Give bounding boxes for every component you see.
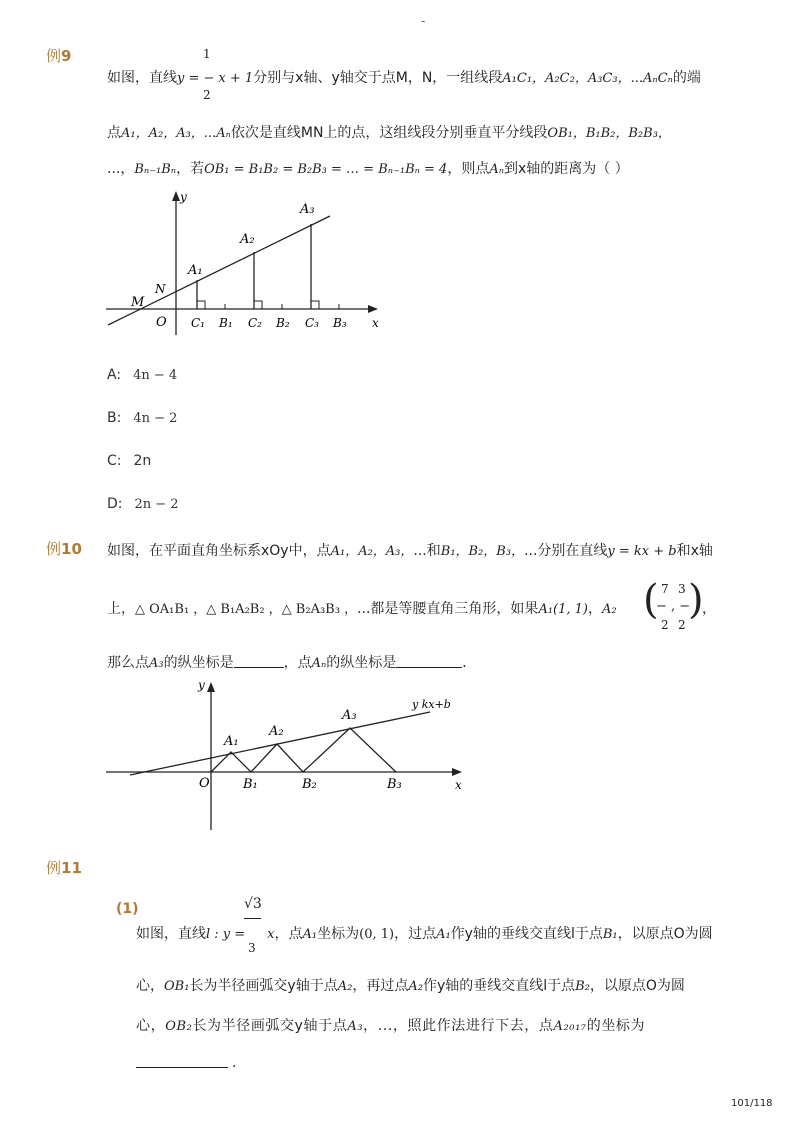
fig9-B1-label: B₁: [219, 316, 233, 330]
ex9-option-c: C: 2n: [107, 453, 152, 469]
part-1-label: (1): [116, 901, 139, 917]
ex11-line-1: 如图，直线l : y = x，点A₁坐标为(0, 1)，过点A₁作y轴的垂线交直线l于点B₁，以原点O为圆: [136, 926, 713, 942]
a2-x-numerator: 7: [661, 582, 669, 596]
a2-left-paren: (: [643, 577, 659, 623]
fig9-x-label: x: [372, 316, 379, 330]
ex11-line-2: 心，OB₁长为半径画弧交y轴于点A₂，再过点A₂作y轴的垂线交直线l于点B₂，以原点O为圆: [136, 978, 685, 994]
fig10-B2-label: B₂: [302, 777, 317, 792]
fig10-A2-label: A₂: [269, 724, 284, 739]
ex9-figure: [100, 185, 390, 340]
answer-blank-an[interactable]: [396, 655, 462, 668]
fig9-M-label: M: [131, 295, 145, 310]
ex10-line-1: 如图，在平面直角坐标系xOy中，点A₁，A₂，A₃，...和B₁，B₂，B₃，...分别在直线y = kx + b和x轴: [107, 543, 713, 559]
fig10-B1-label: B₁: [243, 777, 258, 792]
fig9-B2-label: B₂: [276, 316, 290, 330]
ex9-option-b: B: 4n − 2: [107, 410, 178, 426]
ex11-line-3: 心，OB₂长为半径画弧交y轴于点A₃，...，照此作法进行下去，点A₂₀₁₇的坐标为: [136, 1018, 646, 1034]
a2-y-denominator: 2: [678, 618, 686, 632]
ex9-line-1: 如图，直线y = − x + 1分别与x轴、y轴交于点M，N，一组线段A₁C₁，A₂C₂，A₃C₃，...AₙCₙ的端: [107, 70, 701, 86]
ex10-line-3: 那么点A₃的纵坐标是 ，点Aₙ的纵坐标是 ．: [107, 655, 477, 671]
example-9-label: 例9: [46, 47, 72, 65]
fig9-C2-label: C₂: [248, 316, 262, 330]
fraction-denominator: 2: [203, 88, 211, 102]
ex9-option-d: D: 2n − 2: [107, 496, 179, 512]
fig9-C1-label: C₁: [191, 316, 205, 330]
fig10-line-label: y kx+b: [412, 698, 451, 711]
ex11-line-4: ．: [136, 1052, 246, 1072]
fig9-B3-label: B₃: [333, 316, 347, 330]
fig10-x-label: x: [455, 778, 462, 792]
fig9-A2-label: A₂: [240, 232, 255, 247]
ex10-line-2: 上，△ OA₁B₁ ，△ B₁A₂B₂ ，△ B₂A₃B₃ ，...都是等腰直角三角形，如果A₁(1, 1)，A₂: [107, 601, 617, 617]
sqrt-3-numerator: √3: [244, 896, 262, 912]
fraction-numerator: 1: [203, 47, 211, 61]
sqrt-3-denominator: 3: [248, 941, 256, 955]
a2-x-denominator: 2: [661, 618, 669, 632]
fig10-y-label: y: [198, 678, 205, 692]
ex10-line-2-end: ，: [702, 601, 716, 617]
fig9-N-label: N: [155, 282, 166, 296]
fig9-O-label: O: [156, 315, 167, 330]
fraction-bar: [244, 918, 261, 919]
fig9-A3-label: A₃: [300, 202, 315, 217]
example-10-label: 例10: [46, 540, 82, 558]
a2-right-paren: ): [688, 577, 704, 623]
fig10-O-label: O: [199, 776, 210, 791]
fig9-y-label: y: [180, 190, 187, 204]
ex9-option-a: A: 4n − 4: [107, 367, 178, 383]
fig9-C3-label: C₃: [305, 316, 319, 330]
header-mark: -: [421, 14, 426, 28]
ex10-figure: [100, 675, 470, 835]
fig10-B3-label: B₃: [387, 777, 402, 792]
example-11-label: 例11: [46, 859, 82, 877]
a2-y-numerator: 3: [678, 582, 686, 596]
fig10-A1-label: A₁: [224, 734, 239, 749]
answer-blank-a2017[interactable]: [136, 1055, 228, 1068]
fig10-A3-label: A₃: [342, 708, 357, 723]
ex9-line-2: 点A₁，A₂，A₃，...Aₙ依次是直线MN上的点，这组线段分别垂直平分线段OB₁，B₁B₂，B₂B₃，: [107, 125, 671, 141]
page-number: 101/118: [731, 1098, 773, 1109]
answer-blank-a3[interactable]: [234, 655, 284, 668]
fig9-A1-label: A₁: [188, 263, 203, 278]
a2-fraction-bars: − , −: [656, 599, 691, 614]
ex9-line-3: ...，Bₙ₋₁Bₙ，若OB₁ = B₁B₂ = B₂B₃ = … = Bₙ₋₁Bₙ = 4，则点Aₙ到x轴的距离为（ ）: [107, 161, 629, 177]
